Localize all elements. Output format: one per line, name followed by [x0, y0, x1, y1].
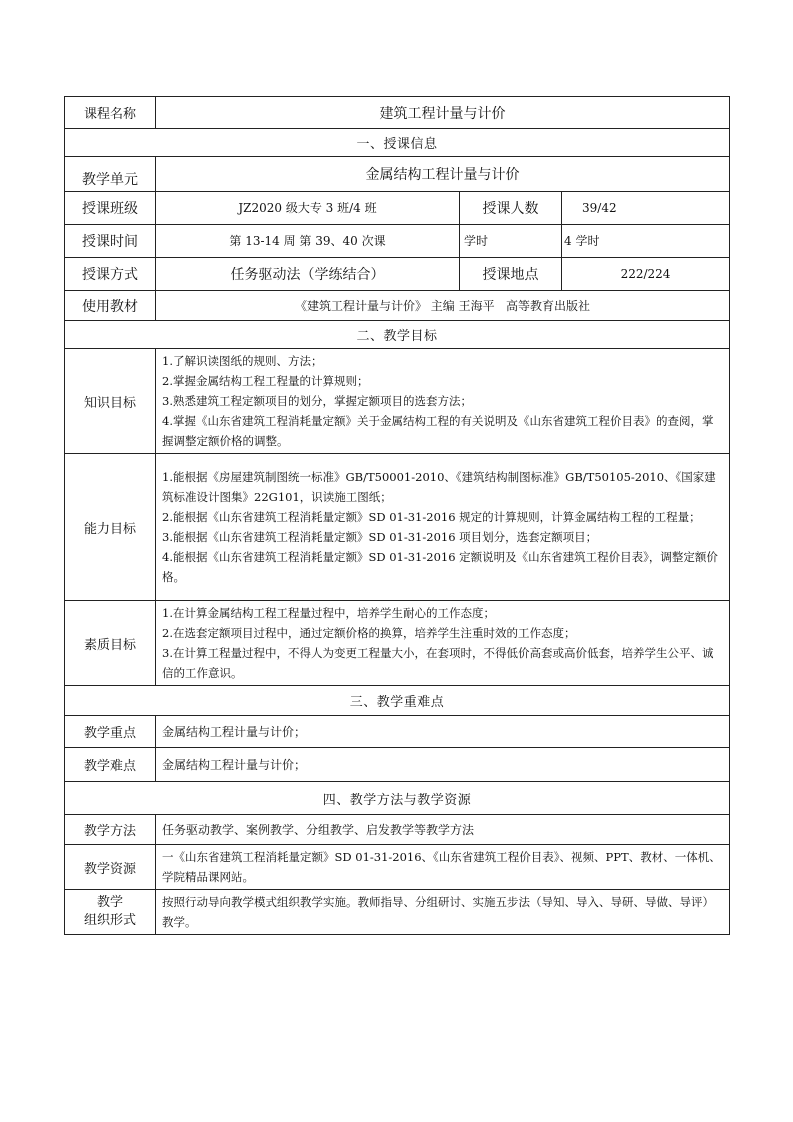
knowledge-item: 2.掌握金属结构工程工程量的计算规则； — [162, 374, 369, 388]
class-value: JZ2020 级大专 3 班/4 班 — [156, 192, 460, 225]
textbook-value: 《建筑工程计量与计价》 主编 王海平 高等教育出版社 — [156, 291, 730, 321]
teaching-method-label: 教学方法 — [65, 815, 156, 845]
row-teaching-method — [65, 815, 730, 845]
textbook-label: 使用教材 — [65, 291, 156, 321]
unit-label: 教学单元 — [65, 157, 156, 192]
ability-item: 3.能根据《山东省建筑工程消耗量定额》SD 01-31-2016 项目划分，选套定额项目； — [162, 530, 598, 544]
row-textbook — [65, 291, 730, 321]
row-resources — [65, 845, 730, 890]
time-label: 授课时间 — [65, 225, 156, 258]
quality-label: 素质目标 — [65, 601, 156, 686]
section-title-objectives: 二、教学目标 — [65, 321, 730, 349]
course-label: 课程名称 — [65, 97, 156, 129]
place-label: 授课地点 — [460, 258, 562, 291]
knowledge-list — [156, 349, 730, 454]
ability-label: 能力目标 — [65, 454, 156, 601]
key-point-value: 金属结构工程计量与计价； — [156, 716, 730, 748]
time-value: 第 13-14 周 第 39、40 次课 — [156, 225, 460, 258]
row-course — [65, 97, 730, 129]
row-organization — [65, 890, 730, 935]
student-count-value: 39/42 — [562, 192, 730, 225]
ability-list — [156, 454, 730, 601]
row-unit — [65, 157, 730, 192]
section-title-key-points: 三、教学重难点 — [65, 686, 730, 716]
row-class — [65, 192, 730, 225]
quality-item: 3.在计算工程量过程中，不得人为变更工程量大小，在套项时，不得低价高套或高价低套，培养学生公平、诚信的工作意识。 — [162, 646, 714, 680]
knowledge-item: 3.熟悉建筑工程定额项目的划分，掌握定额项目的选套方法； — [162, 394, 472, 408]
section-title-methods-resources: 四、教学方法与教学资源 — [65, 782, 730, 815]
method-label: 授课方式 — [65, 258, 156, 291]
row-quality — [65, 601, 730, 686]
organization-value: 按照行动导向教学模式组织教学实施。教师指导、分组研讨、实施五步法（导知、导入、导研、导做、导评）教学。 — [156, 890, 730, 935]
row-section4 — [65, 782, 730, 815]
organization-label — [65, 890, 156, 935]
row-difficult-point — [65, 748, 730, 782]
row-knowledge — [65, 349, 730, 454]
unit-value: 金属结构工程计量与计价 — [156, 157, 730, 192]
place-value: 222/224 — [562, 258, 730, 291]
quality-item: 1.在计算金属结构工程工程量过程中，培养学生耐心的工作态度； — [162, 606, 495, 620]
resources-label: 教学资源 — [65, 845, 156, 890]
difficult-point-value: 金属结构工程计量与计价； — [156, 748, 730, 782]
difficult-point-label: 教学难点 — [65, 748, 156, 782]
knowledge-item: 1.了解识读图纸的规则、方法； — [162, 354, 323, 368]
quality-list — [156, 601, 730, 686]
row-section3 — [65, 686, 730, 716]
course-value: 建筑工程计量与计价 — [156, 97, 730, 129]
ability-item: 2.能根据《山东省建筑工程消耗量定额》SD 01-31-2016 规定的计算规则，计算金属结构工程的工程量； — [162, 510, 701, 524]
organization-label-line1: 教学 — [96, 895, 123, 910]
knowledge-label: 知识目标 — [65, 349, 156, 454]
row-ability — [65, 454, 730, 601]
row-method — [65, 258, 730, 291]
hours-value: 4 学时 — [562, 225, 730, 258]
organization-label-line2: 组织形式 — [83, 913, 136, 928]
student-count-label: 授课人数 — [460, 192, 562, 225]
row-section1 — [65, 129, 730, 157]
row-time — [65, 225, 730, 258]
lesson-plan-table — [64, 96, 730, 935]
row-section2 — [65, 321, 730, 349]
quality-item: 2.在选套定额项目过程中，通过定额价格的换算，培养学生注重时效的工作态度； — [162, 626, 576, 640]
method-value: 任务驱动法（学练结合） — [156, 258, 460, 291]
key-point-label: 教学重点 — [65, 716, 156, 748]
row-key-point — [65, 716, 730, 748]
teaching-method-value: 任务驱动教学、案例教学、分组教学、启发教学等教学方法 — [156, 815, 730, 845]
resources-value: 一《山东省建筑工程消耗量定额》SD 01-31-2016、《山东省建筑工程价目表》、视频、PPT、教材、一体机、学院精品课网站。 — [156, 845, 730, 890]
ability-item: 1.能根据《房屋建筑制图统一标准》GB/T50001-2010、《建筑结构制图标准》GB/T50105-2010、《国家建筑标准设计图集》22G101，识读施工图纸； — [162, 470, 716, 504]
section-title-teaching-info: 一、授课信息 — [65, 129, 730, 157]
hours-label: 学时 — [460, 225, 562, 258]
class-label: 授课班级 — [65, 192, 156, 225]
ability-item: 4.能根据《山东省建筑工程消耗量定额》SD 01-31-2016 定额说明及《山东省建筑工程价目表》，调整定额价格。 — [162, 550, 718, 584]
knowledge-item: 4.掌握《山东省建筑工程消耗量定额》关于金属结构工程的有关说明及《山东省建筑工程价目表》的查阅，掌握调整定额价格的调整。 — [162, 414, 714, 448]
